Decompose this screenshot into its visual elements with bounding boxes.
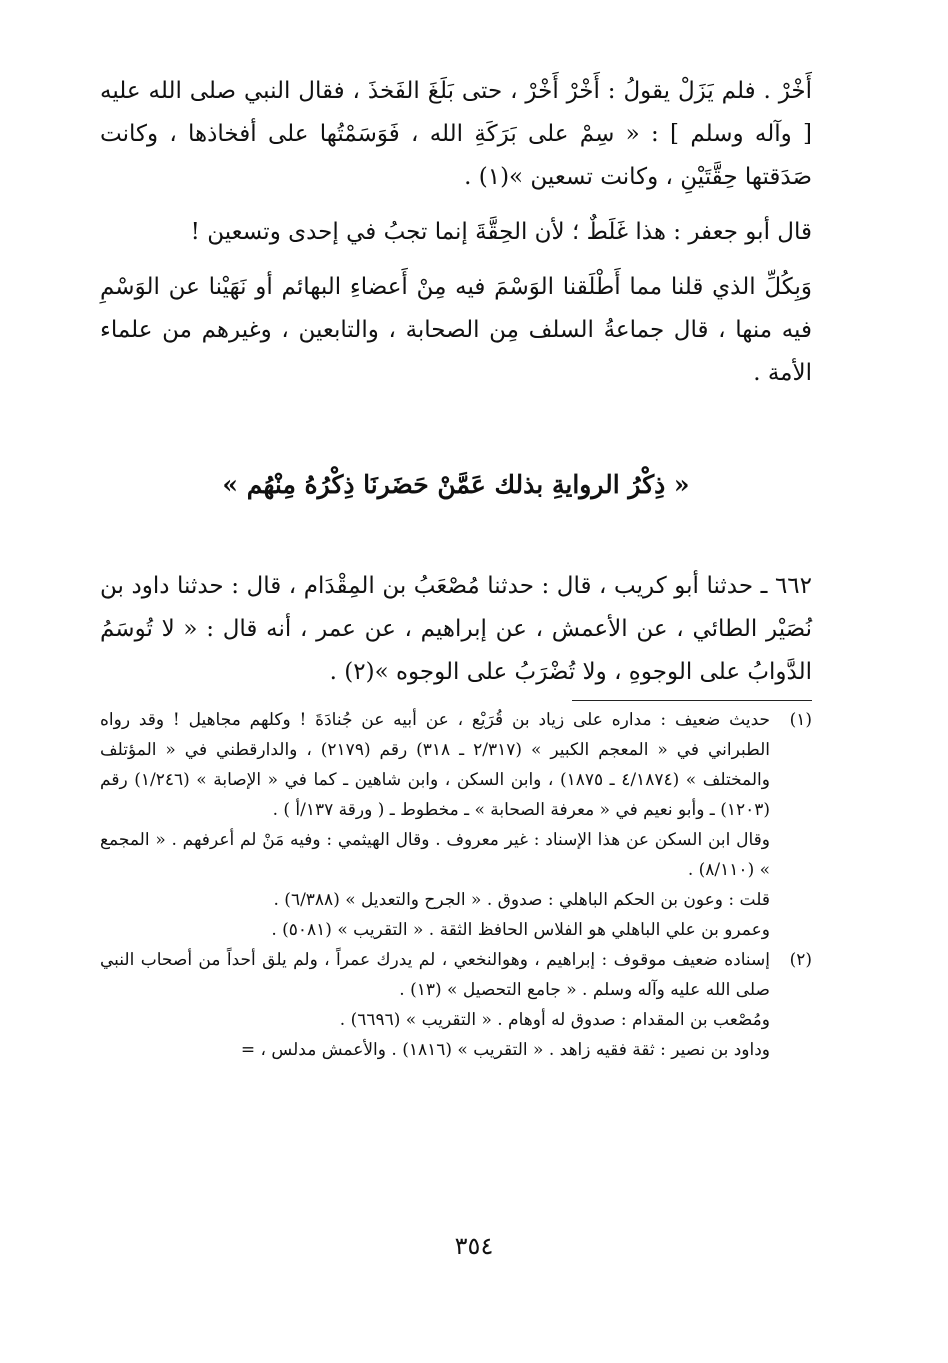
footnote-line: وقال ابن السكن عن هذا الإسناد : غير معروف . وقال الهيثمي : وفيه مَنْ لم أعرفهم . « المجمع » (٨/١١٠) . [100,830,770,880]
footnote-2 [100,945,812,1065]
page-content [100,70,812,1065]
footnote-line: قلت : وعون بن الحكم الباهلي : صدوق . « الجرح والتعديل » (٦/٣٨٨) . [273,890,770,910]
footnote-body [100,705,770,945]
body-paragraph: أَخْرْ . فلم يَزَلْ يقولُ : أَخْرْ أَخْرْ ، حتى بَلَغَ الفَخذَ ، فقال النبي صلى الله عليه [ وآله وسلم ] : « سِمْ على بَرَكَةِ الله ، فَوَسَمْتُها على أفخاذها ، وكانت صَدَقتها حِقَّتَيْنِ ، وكانت تسعين »(١) . [100,78,812,190]
footnote-separator [572,700,812,701]
page-number: ٣٥٤ [454,1232,494,1260]
footnote-line: وداود بن نصير : ثقة فقيه زاهد . « التقريب » (١٨١٦) . والأعمش مدلس ، = [240,1040,770,1060]
footnote-line: إسناده ضعيف موقوف : إبراهيم ، وهوالنخعي ، لم يدرك عمراً ، ولم يلق أحداً من أصحاب النبي صلى الله عليه وآله وسلم . « جامع التحصيل » (١٣) . [100,950,770,1000]
body-paragraph: قال أبو جعفر : هذا غَلَطٌ ؛ لأن الحِقَّةَ إنما تجبُ في إحدى وتسعين ! [190,219,812,245]
section-heading: « ذِكْرُ الروايةِ بذلك عَمَّنْ حَضَرنَا ذِكْرُهُ مِنْهُم » [222,470,690,499]
footnote-number: (٢) [789,950,812,970]
footnote-line: ومُصْعب بن المقدام : صدوق له أوهام . « التقريب » (٦٦٩٦) . [339,1010,770,1030]
footnote-body [100,945,770,1065]
hadith-paragraph: ٦٦٢ ـ حدثنا أبو كريب ، قال : حدثنا مُصْعَبُ بن المِقْدَام ، قال : حدثنا داود بن نُصَيْر الطائي ، عن الأعمش ، عن إبراهيم ، عن عمر ، أنه قال : « لا تُوسَمُ الدَّوابُ على الوجوهِ ، ولا تُضْرَبُ على الوجوه »(٢) . [100,573,812,685]
footnote-line: وعمرو بن علي الباهلي هو الفلاس الحافظ الثقة . « التقريب » (٥٠٨١) . [271,920,770,940]
footnote-1 [100,705,812,945]
body-paragraph: وَبِكُلِّ الذي قلنا مما أَطْلَقنا الوَسْمَ فيه مِنْ أَعضاءِ البهائم أو نَهَيْنا عن الوَسْمِ فيه منها ، قال جماعةُ السلف مِن الصحابة ، والتابعين ، وغيرهم من علماء الأمة . [100,274,812,386]
footnote-line: حديث ضعيف : مداره على زياد بن قُرَيْع ، عن أبيه عن جُنادَةَ ! وكلهم مجاهيل ! وقد رواه الطبراني في « المعجم الكبير » (٢/٣١٧ ـ ٣١٨) رقم (٢١٧٩) ، والدارقطني في « المؤتلف والمختلف » (٤/١٨٧٤ ـ ١٨٧٥) ، وابن السكن ، وابن شاهين ـ كما في « الإصابة » (١/٢٤٦) رقم (١٢٠٣) ـ وأبو نعيم في « معرفة الصحابة » ـ مخطوط ـ ( ورقة ١٣٧/أ ) . [100,710,770,820]
footnote-number: (١) [789,710,812,730]
